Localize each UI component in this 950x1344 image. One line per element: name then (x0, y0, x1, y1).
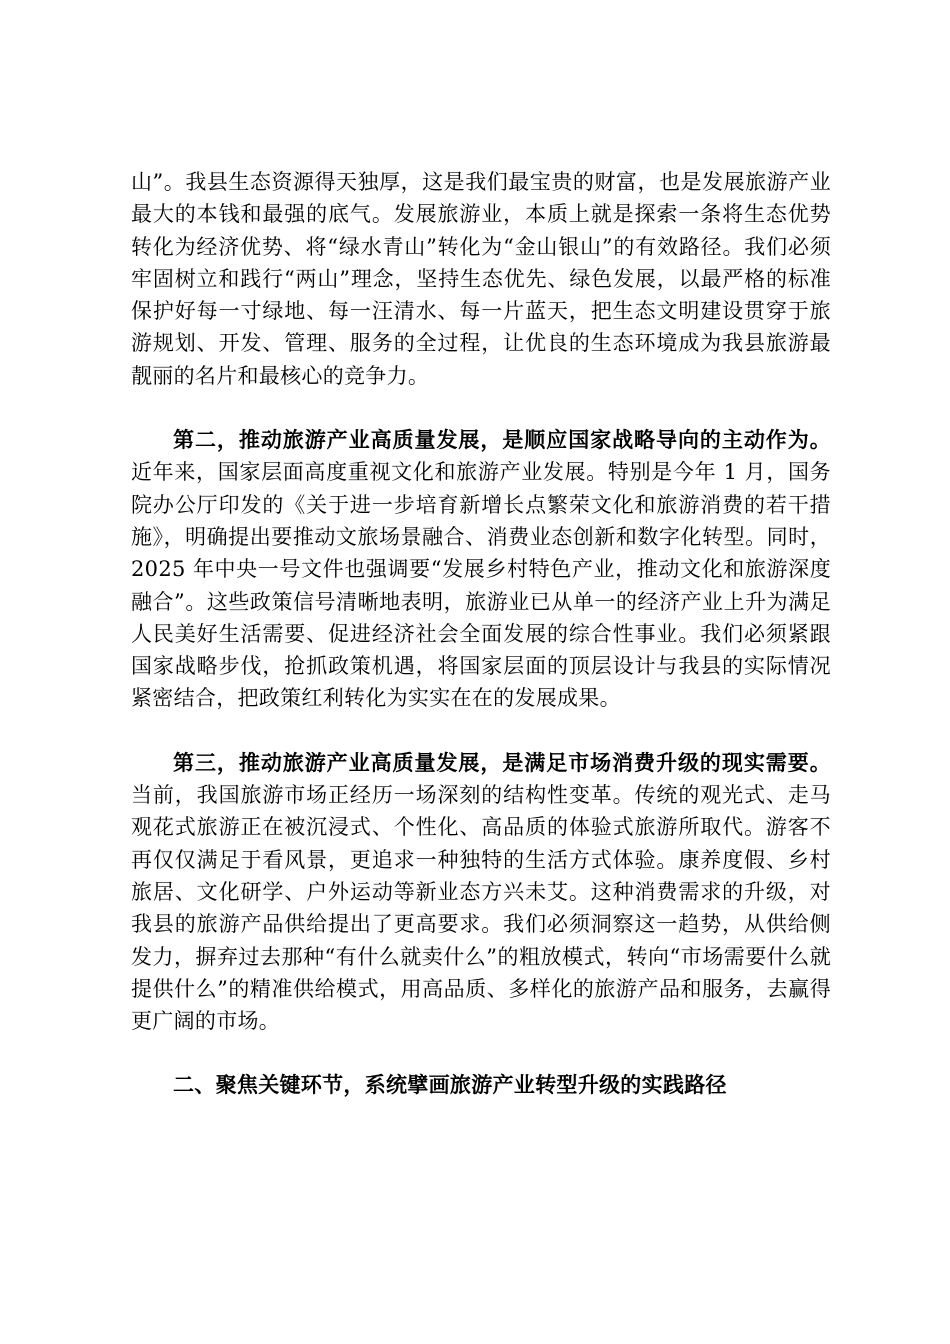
paragraph-3 (131, 747, 831, 1038)
paragraph-3-text: 当前，我国旅游市场正经历一场深刻的结构性变革。传统的观光式、走马观花式旅游正在被沉浸式、个性化、高品质的体验式旅游所取代。游客不再仅仅满足于看风景，更追求一种独特的生活方式体验。康养度假、乡村旅居、文化研学、户外运动等新业态方兴未艾。这种消费需求的升级，对我县的旅游产品供给提出了更高要求。我们必须洞察这一趋势，从供给侧发力，摒弃过去那种“有什么就卖什么”的粗放模式，转向“市场需要什么就提供什么”的精准供给模式，用高品质、多样化的旅游产品和服务，去赢得更广阔的市场。 (131, 783, 831, 1034)
paragraph-3-lead: 第三，推动旅游产业高质量发展，是满足市场消费升级的现实需要。 (173, 749, 831, 775)
paragraph-2-lead: 第二，推动旅游产业高质量发展，是顺应国家战略导向的主动作为。 (173, 427, 831, 453)
paragraph-1-text: 山”。我县生态资源得天独厚，这是我们最宝贵的财富，也是发展旅游产业最大的本钱和最强的底气。发展旅游业，本质上就是探索一条将生态优势转化为经济优势、将“绿水青山”转化为“金山银山”的有效路径。我们必须牢固树立和践行“两山”理念，坚持生态优先、绿色发展，以最严格的标准保护好每一寸绿地、每一汪清水、每一片蓝天，把生态文明建设贯穿于旅游规划、开发、管理、服务的全过程，让优良的生态环境成为我县旅游最靓丽的名片和最核心的竞争力。 (131, 170, 831, 388)
section-heading: 二、聚焦关键环节，系统擘画旅游产业转型升级的实践路径 (173, 1072, 727, 1098)
paragraph-1 (131, 166, 831, 392)
paragraph-2 (131, 424, 831, 715)
paragraph-2-text: 近年来，国家层面高度重视文化和旅游产业发展。特别是今年 1 月，国务院办公厅印发的《关于进一步培育新增长点繁荣文化和旅游消费的若干措施》，明确提出要推动文旅场景融合、消费业态创新和数字化转型。同时，2025 年中央一号文件也强调要“发展乡村特色产业，推动文化和旅游深度融合”。这些政策信号清晰地表明，旅游业已从单一的经济产业上升为满足人民美好生活需要、促进经济社会全面发展的综合性事业。我们必须紧跟国家战略步伐，抢抓政策机遇，将国家层面的顶层设计与我县的实际情况紧密结合，把政策红利转化为实实在在的发展成果。 (131, 460, 831, 711)
document-body (131, 166, 831, 1102)
